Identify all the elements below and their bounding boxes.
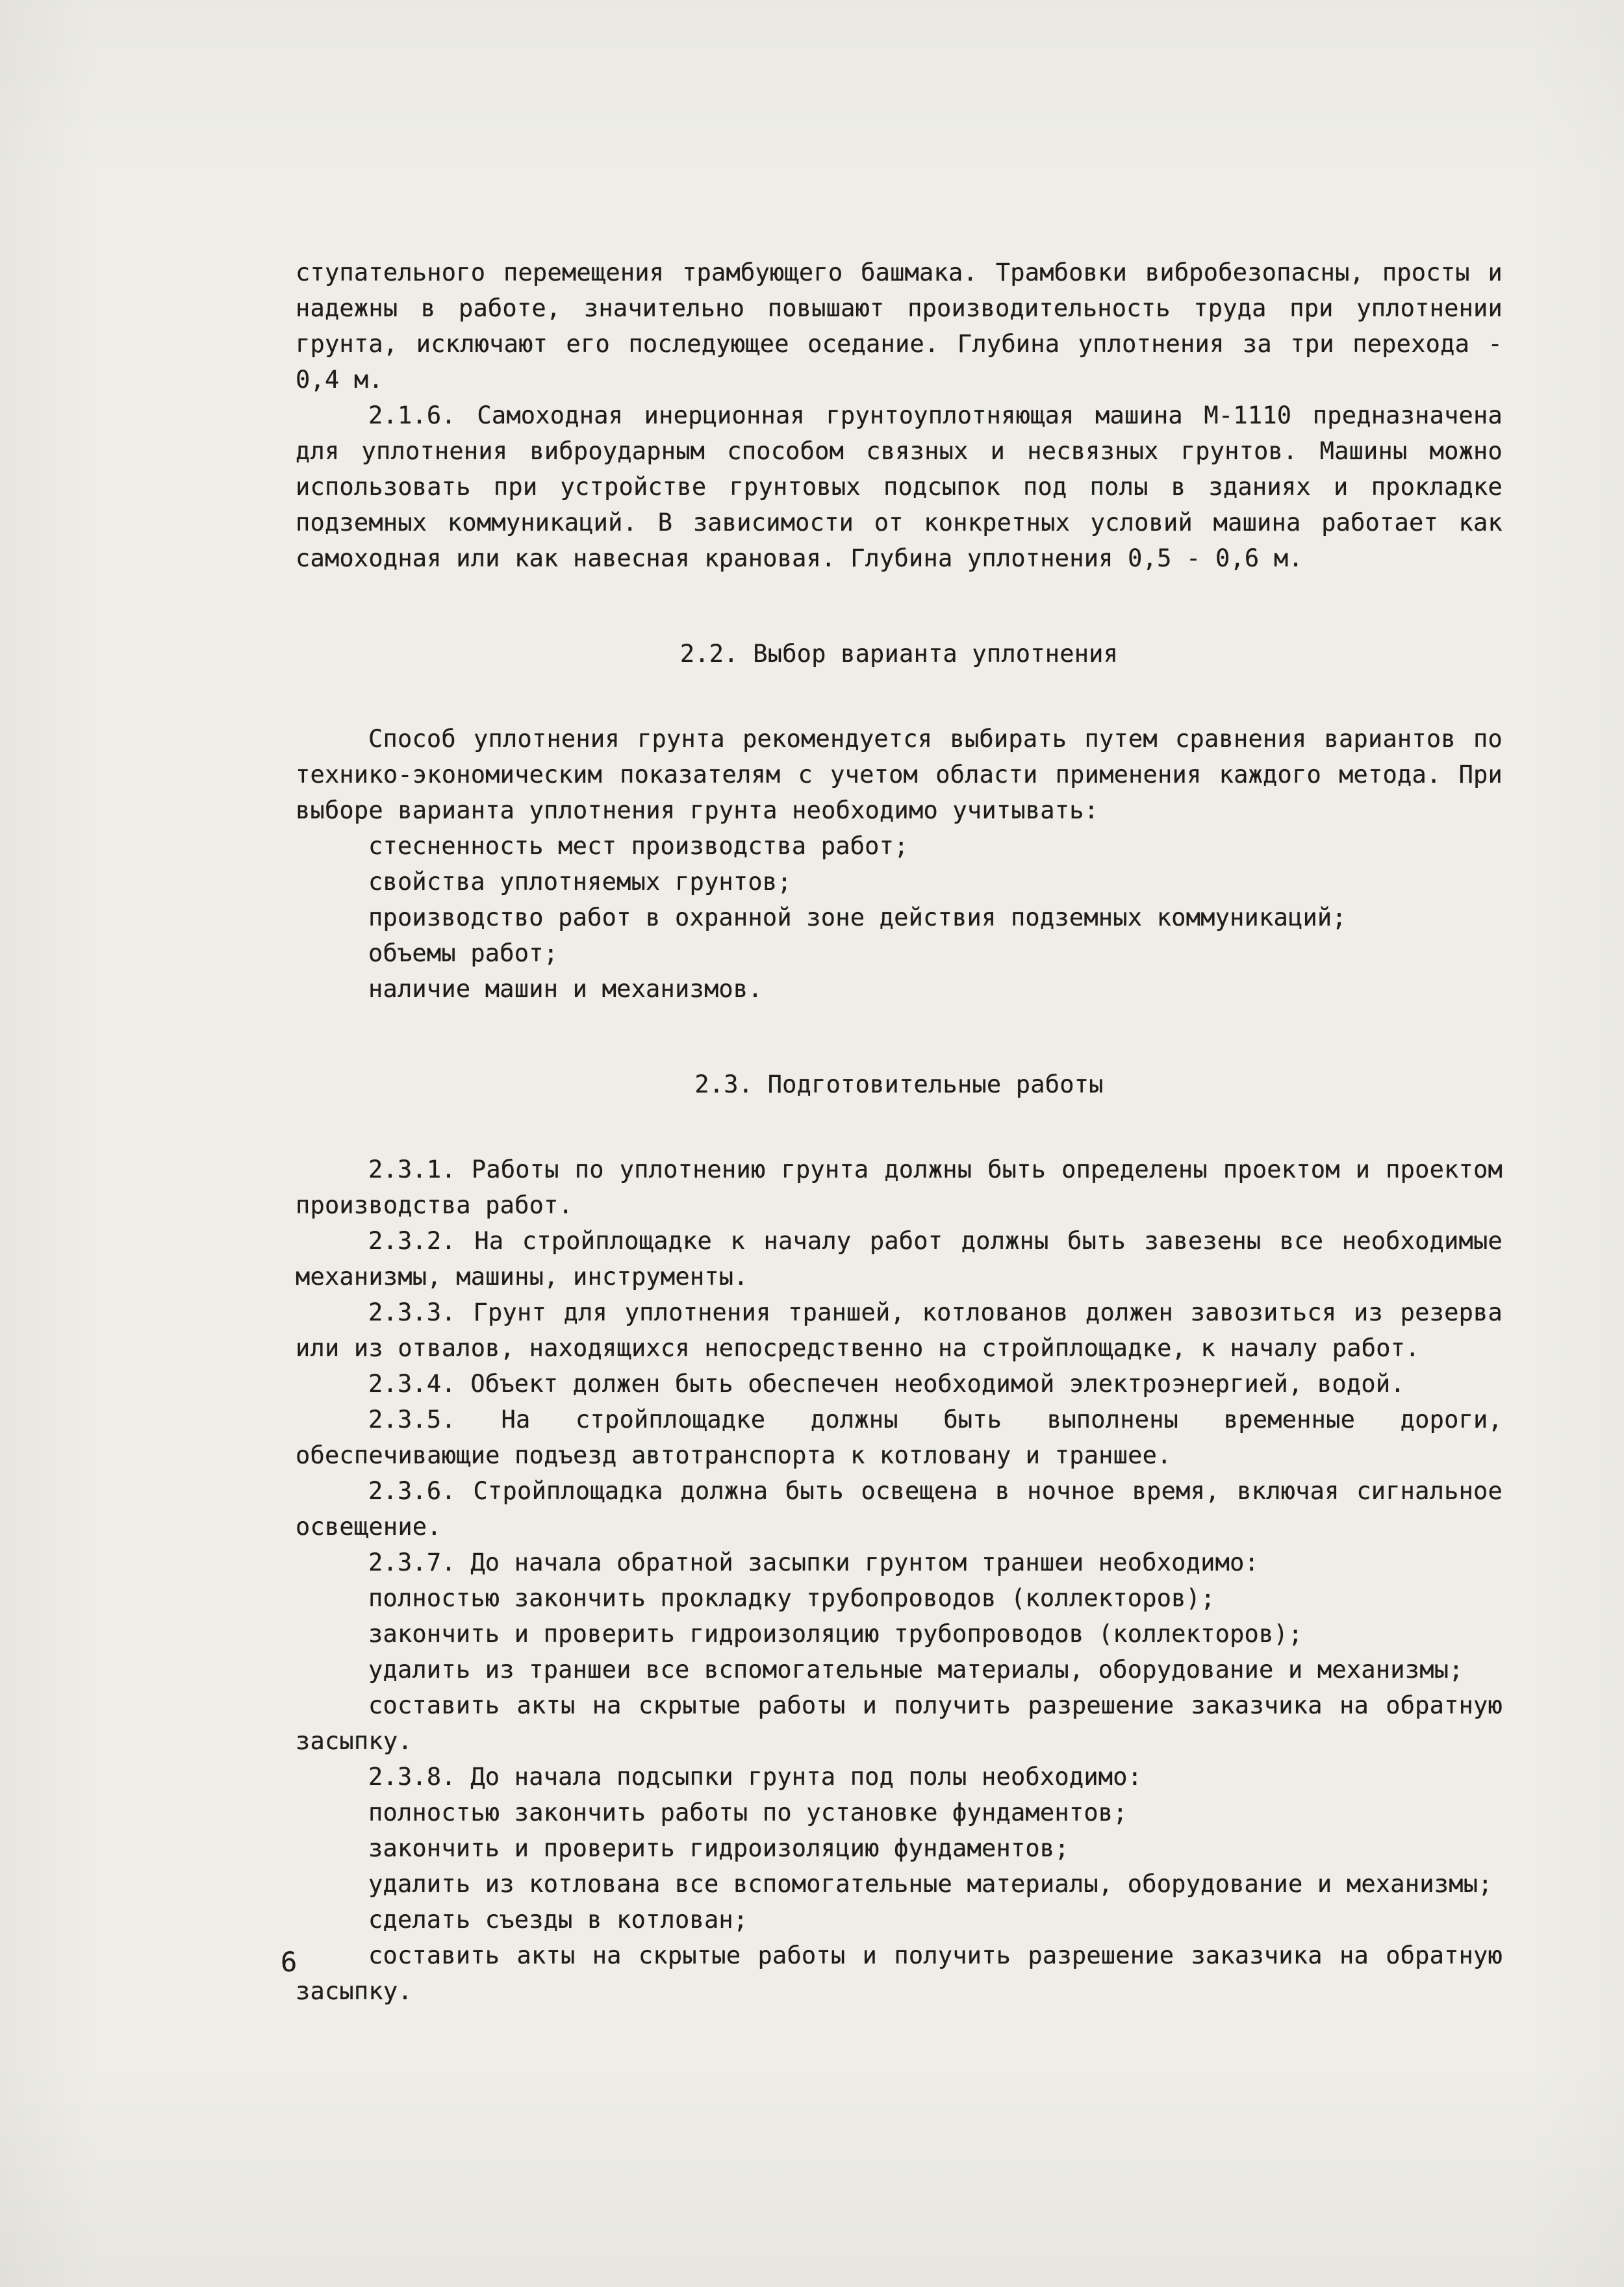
paragraph-2-3-3: 2.3.3. Грунт для уплотнения траншей, котлованов должен завозиться из резерва или из отвалов, находящихся непосредственно на стройплощадке, к началу работ. [296, 1298, 1503, 1362]
paragraph-2-2-intro: Способ уплотнения грунта рекомендуется выбирать путем сравнения вариантов по технико-экономическим показателям с учетом области применения каждого метода. При выборе варианта уплотнения грунта необходимо учитывать: [296, 725, 1503, 824]
paragraph-2-3-7: 2.3.7. До начала обратной засыпки грунтом траншеи необходимо: [368, 1548, 1260, 1576]
heading-section-2-2: 2.2. Выбор варианта уплотнения [679, 640, 1119, 668]
list-item-criterion-3: производство работ в охранной зоне действия подземных коммуникаций; [368, 903, 1347, 931]
paragraph-2-3-5: 2.3.5. На стройплощадке должны быть выполнены временные дороги, обеспечивающие подъезд автотранспорта к котловану и траншее. [296, 1406, 1503, 1469]
list-item-2-3-7-3: удалить из траншеи все вспомогательные материалы, оборудование и механизмы; [368, 1656, 1464, 1684]
page-number: 6 [281, 1946, 298, 1978]
list-item-2-3-7-1: полностью закончить прокладку трубопроводов (коллекторов); [368, 1584, 1215, 1612]
paragraph-2-3-2: 2.3.2. На стройплощадке к началу работ должны быть завезены все необходимые механизмы, машины, инструменты. [296, 1227, 1503, 1291]
list-item-criterion-4: объемы работ; [368, 939, 559, 967]
list-item-2-3-8-2: закончить и проверить гидроизоляцию фундаментов; [368, 1834, 1069, 1862]
paragraph-2-3-6: 2.3.6. Стройплощадка должна быть освещена в ночное время, включая сигнальное освещение. [296, 1477, 1503, 1541]
list-item-criterion-2: свойства уплотняемых грунтов; [368, 868, 792, 896]
list-item-2-3-7-4: составить акты на скрытые работы и получить разрешение заказчика на обратную засыпку. [296, 1691, 1503, 1755]
list-item-2-3-8-3: удалить из котлована все вспомогательные материалы, оборудование и механизмы; [368, 1870, 1493, 1898]
list-item-2-3-8-1: полностью закончить работы по установке фундаментов; [368, 1799, 1128, 1826]
list-item-2-3-8-5: составить акты на скрытые работы и получить разрешение заказчика на обратную засыпку. [296, 1941, 1503, 2005]
list-item-2-3-7-2: закончить и проверить гидроизоляцию трубопроводов (коллекторов); [368, 1620, 1303, 1648]
heading-section-2-3: 2.3. Подготовительные работы [694, 1070, 1104, 1098]
list-item-criterion-5: наличие машин и механизмов. [368, 975, 763, 1003]
paragraph-2-1-6: 2.1.6. Самоходная инерционная грунтоуплотняющая машина М-1110 предназначена для уплотнения виброударным способом связных и несвязных грунтов. Машины можно использовать при устройстве грунтовых подсыпок под полы в зданиях и прокладке подземных коммуникаций. В зависимости от конкретных условий машина работает как самоходная или как навесная крановая. Глубина уплотнения 0,5 - 0,6 м. [296, 401, 1503, 572]
page-text [296, 255, 1503, 2009]
paragraph-2-3-4: 2.3.4. Объект должен быть обеспечен необходимой электроэнергией, водой. [368, 1370, 1405, 1398]
list-item-2-3-8-4: сделать съезды в котлован; [368, 1906, 748, 1934]
list-item-criterion-1: стесненность мест производства работ; [368, 832, 909, 860]
paragraph-2-3-8: 2.3.8. До начала подсыпки грунта под полы необходимо: [368, 1763, 1143, 1791]
paragraph-continuation: ступательного перемещения трамбующего башмака. Трамбовки вибробезопасны, просты и надежны в работе, значительно повышают производительность труда при уплотнении грунта, исключают его последующее оседание. Глубина уплотнения за три перехода - 0,4 м. [296, 259, 1503, 394]
paragraph-2-3-1: 2.3.1. Работы по уплотнению грунта должны быть определены проектом и проектом производства работ. [296, 1156, 1503, 1219]
